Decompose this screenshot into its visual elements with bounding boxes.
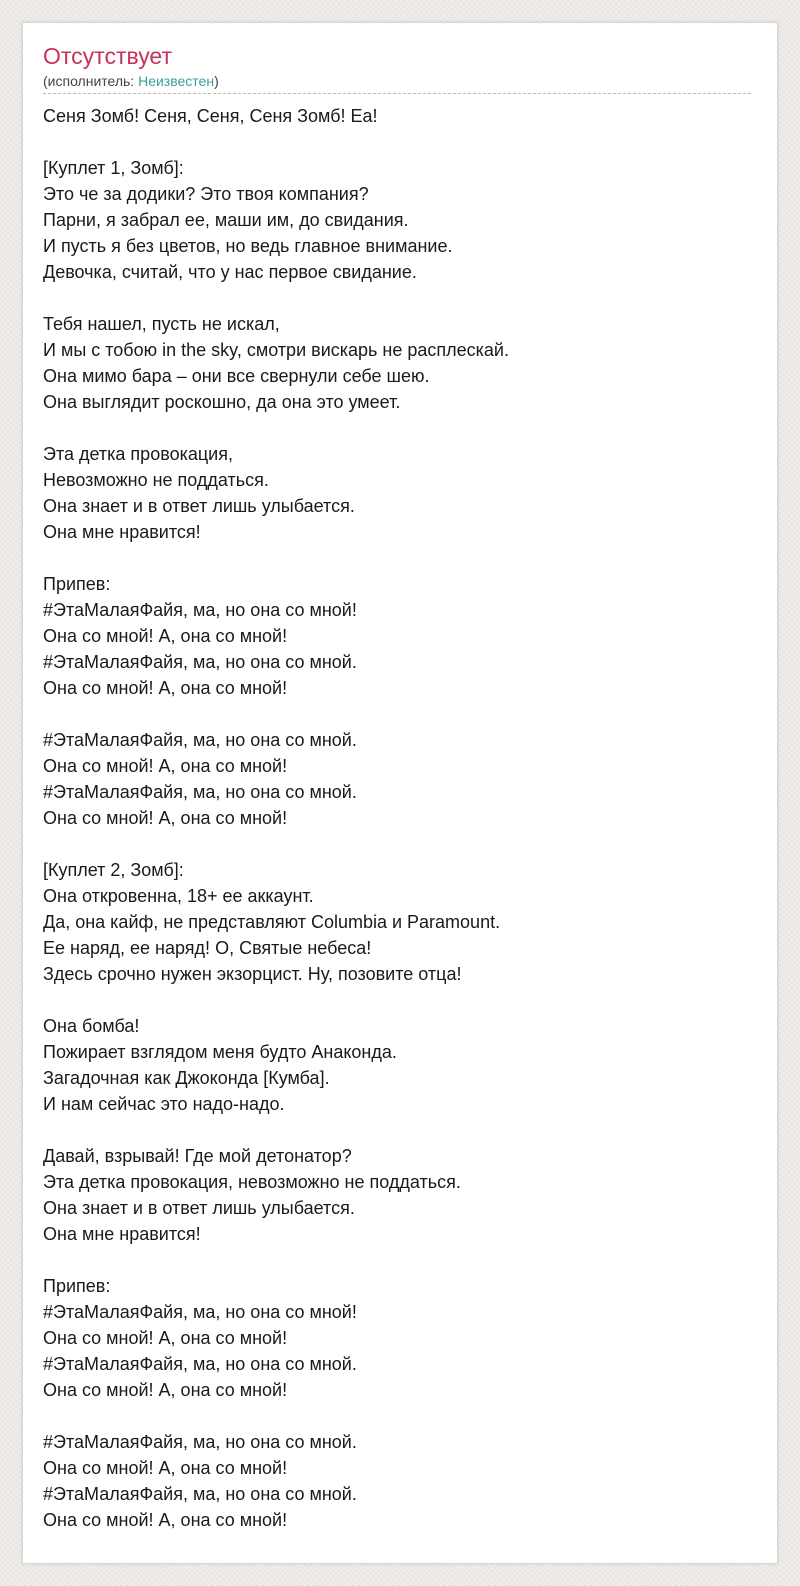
lyric-line: Она со мной! А, она со мной! xyxy=(43,1328,288,1348)
lyric-line: Давай, взрывай! Где мой детонатор? xyxy=(43,1146,352,1166)
lyric-line: Девочка, считай, что у нас первое свидание. xyxy=(43,262,417,282)
lyric-line: Она мимо бара – они все свернули себе шею. xyxy=(43,366,430,386)
lyric-line xyxy=(43,415,753,441)
lyric-line: #ЭтаМалаяФайя, ма, но она со мной! xyxy=(43,1302,357,1322)
lyric-line: Невозможно не поддаться. xyxy=(43,470,269,490)
lyric-line xyxy=(43,701,753,727)
lyric-line: #ЭтаМалаяФайя, ма, но она со мной. xyxy=(43,730,357,750)
lyric-line: Она бомба! xyxy=(43,1016,140,1036)
lyric-line: Она со мной! А, она со мной! xyxy=(43,678,288,698)
lyric-line: #ЭтаМалаяФайя, ма, но она со мной. xyxy=(43,1354,357,1374)
lyric-line: #ЭтаМалаяФайя, ма, но она со мной. xyxy=(43,652,357,672)
lyric-line: Пожирает взглядом меня будто Анаконда. xyxy=(43,1042,397,1062)
lyric-line: Она откровенна, 18+ ее аккаунт. xyxy=(43,886,314,906)
lyric-line: #ЭтаМалаяФайя, ма, но она со мной. xyxy=(43,782,357,802)
lyric-line xyxy=(43,285,753,311)
lyric-line: Она со мной! А, она со мной! xyxy=(43,1380,288,1400)
song-header xyxy=(43,41,751,90)
lyric-line xyxy=(43,1117,753,1143)
lyric-line: И мы с тобою in the sky, смотри вискарь не расплескай. xyxy=(43,340,509,360)
lyric-line: [Куплет 1, Зомб]: xyxy=(43,158,184,178)
lyric-line: Здесь срочно нужен экзорцист. Ну, позовите отца! xyxy=(43,964,462,984)
lyric-line: Тебя нашел, пусть не искал, xyxy=(43,314,280,334)
lyric-line: Это че за додики? Это твоя компания? xyxy=(43,184,369,204)
lyric-line: Ее наряд, ее наряд! О, Святые небеса! xyxy=(43,938,372,958)
lyric-line: Сеня Зомб! Сеня, Сеня, Сеня Зомб! Еа! xyxy=(43,106,378,126)
lyric-line: Припев: xyxy=(43,1276,111,1296)
lyric-line: И нам сейчас это надо-надо. xyxy=(43,1094,285,1114)
lyric-line: #ЭтаМалаяФайя, ма, но она со мной. xyxy=(43,1432,357,1452)
lyric-line: Она со мной! А, она со мной! xyxy=(43,1458,288,1478)
lyrics-text xyxy=(43,103,753,1533)
lyric-line: Эта детка провокация, xyxy=(43,444,233,464)
lyric-line xyxy=(43,545,753,571)
lyric-line: Парни, я забрал ее, маши им, до свидания. xyxy=(43,210,409,230)
lyric-line: #ЭтаМалаяФайя, ма, но она со мной. xyxy=(43,1484,357,1504)
lyric-line: Она выглядит роскошно, да она это умеет. xyxy=(43,392,401,412)
artist-link[interactable]: Неизвестен xyxy=(138,73,215,89)
lyric-line: Она мне нравится! xyxy=(43,522,201,542)
lyric-line: Она со мной! А, она со мной! xyxy=(43,756,288,776)
artist-suffix: ) xyxy=(214,73,219,89)
lyric-line: Она знает и в ответ лишь улыбается. xyxy=(43,1198,355,1218)
lyric-line: Загадочная как Джоконда [Кумба]. xyxy=(43,1068,330,1088)
header-divider xyxy=(43,93,751,94)
lyric-line: И пусть я без цветов, но ведь главное внимание. xyxy=(43,236,453,256)
lyric-line: Она со мной! А, она со мной! xyxy=(43,808,288,828)
lyric-line: Припев: xyxy=(43,574,111,594)
lyric-line xyxy=(43,1247,753,1273)
lyric-line: Да, она кайф, не представляют Columbia и Paramount. xyxy=(43,912,501,932)
lyric-line: [Куплет 2, Зомб]: xyxy=(43,860,184,880)
artist-prefix: (исполнитель: xyxy=(43,73,139,89)
artist-line xyxy=(43,72,751,90)
lyric-line: Эта детка провокация, невозможно не поддаться. xyxy=(43,1172,461,1192)
lyric-line xyxy=(43,831,753,857)
lyric-line: #ЭтаМалаяФайя, ма, но она со мной! xyxy=(43,600,357,620)
lyric-line: Она мне нравится! xyxy=(43,1224,201,1244)
lyric-line: Она со мной! А, она со мной! xyxy=(43,626,288,646)
lyric-line: Она знает и в ответ лишь улыбается. xyxy=(43,496,355,516)
lyric-line xyxy=(43,987,753,1013)
lyric-line xyxy=(43,1403,753,1429)
song-title: Отсутствует xyxy=(43,43,172,69)
lyric-line: Она со мной! А, она со мной! xyxy=(43,1510,288,1530)
lyric-line xyxy=(43,129,753,155)
lyrics-card xyxy=(22,22,778,1564)
